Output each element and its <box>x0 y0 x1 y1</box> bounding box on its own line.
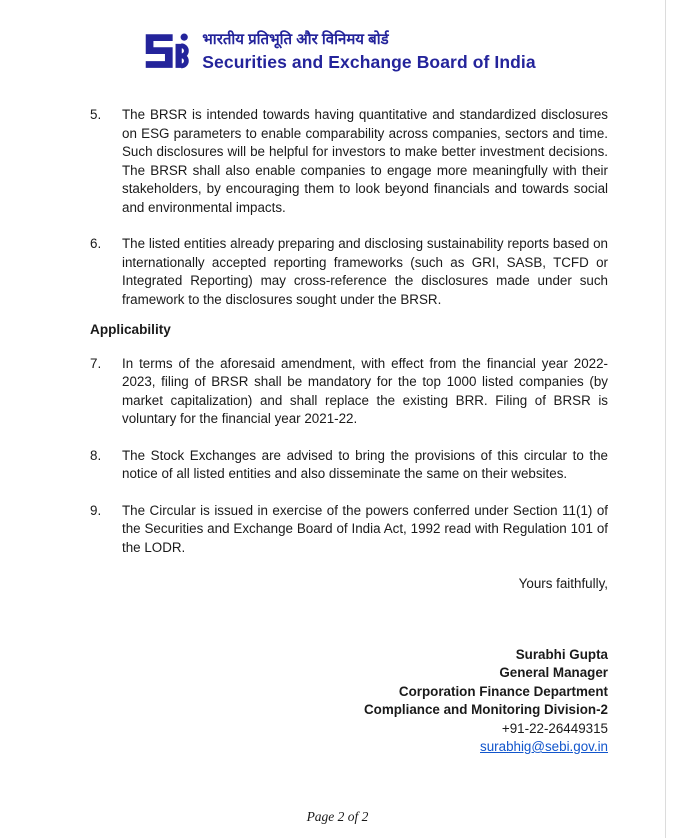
list-item-5 <box>90 106 608 217</box>
org-name-block <box>202 30 535 74</box>
signatory-name: Surabhi Gupta <box>515 646 608 662</box>
list-item-6 <box>90 235 608 309</box>
signatory-title: General Manager <box>499 665 608 680</box>
page-number-label: Page 2 of 2 <box>306 809 369 824</box>
item-number: 7. <box>90 355 102 371</box>
item-text: The Stock Exchanges are advised to bring the provisions of this circular to the notice of all listed entities and also disseminate the same on their websites. <box>122 447 608 481</box>
item-text: The listed entities already preparing and disclosing sustainability reports based on internationally accepted reporting frameworks (such as GRI, SASB, TCFD or Integrated Reporting) may cross-reference the disclosures made under such framework to the disclosures sought under the BRSR. <box>122 236 608 307</box>
org-name-english: Securities and Exchange Board of India <box>202 52 536 72</box>
item-number: 5. <box>90 107 102 122</box>
item-number: 9. <box>90 502 102 518</box>
page-number-footer <box>0 809 675 825</box>
item-number: 6. <box>90 236 102 251</box>
signature-block <box>90 646 608 757</box>
list-item-9 <box>90 502 608 558</box>
item-text: The Circular is issued in exercise of the powers conferred under Section 11(1) of the Securities and Exchange Board of India Act, 1992 read with Regulation 101 of the LODR. <box>122 502 608 555</box>
circular-body <box>0 74 675 757</box>
sebi-letterhead <box>0 0 675 74</box>
list-item-8 <box>90 447 608 484</box>
sebi-logo-icon <box>139 31 189 74</box>
signatory-department: Corporation Finance Department <box>398 683 608 699</box>
item-number: 8. <box>90 447 102 463</box>
email-link[interactable]: surabhig@sebi.gov.in <box>480 739 608 754</box>
signatory-phone: +91-22-26449315 <box>501 720 608 736</box>
page-edge-divider <box>665 0 666 838</box>
signatory-division: Compliance and Monitoring Division-2 <box>363 702 608 717</box>
org-name-hindi: भारतीय प्रतिभूति और विनिमय बोर्ड <box>202 31 389 48</box>
list-item-7 <box>90 355 608 429</box>
section-heading-applicability: Applicability <box>90 322 171 337</box>
item-text: In terms of the aforesaid amendment, with effect from the financial year 2022-2023, filing of BRSR shall be mandatory for the top 1000 listed companies (by market capitalization) and shall replace the existing BRR. Filing of BRSR is voluntary for the financial year 2021-22. <box>122 355 608 426</box>
closing-salutation: Yours faithfully, <box>518 576 608 591</box>
item-text: The BRSR is intended towards having quantitative and standardized disclosures on ESG parameters to enable comparability across companies, sectors and time. Such disclosures will be helpful for investors to make better investment decisions. The BRSR shall also enable companies to engage more meaningfully with their stakeholders, by encouraging them to look beyond financials and towards social and environmental impacts. <box>122 107 608 215</box>
